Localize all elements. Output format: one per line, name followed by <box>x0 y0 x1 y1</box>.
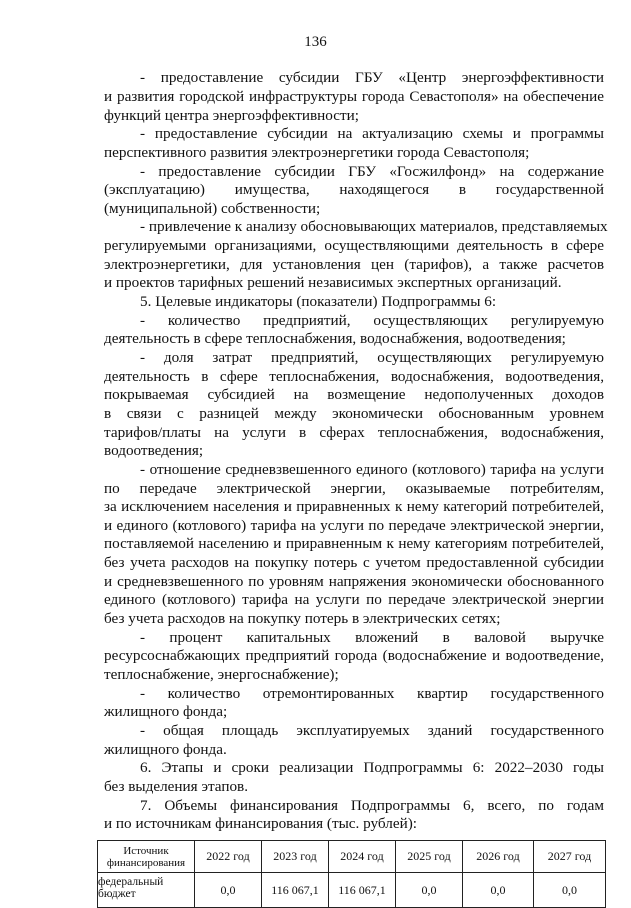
text-line: - привлечение к анализу обосновывающих материалов, представляемых <box>140 218 608 235</box>
text-line: тарифов/платы на услуги в сферах теплоснабжения, водоснабжения, <box>104 424 604 441</box>
column-header-2024: 2024 год <box>329 841 396 873</box>
text-line: функций центра энергоэффективности; <box>104 107 360 124</box>
text-line: деятельность в сфере теплоснабжения, водоснабжения, водоотведения, <box>104 368 604 385</box>
text-line: - количество отремонтированных квартир государственного <box>140 685 604 702</box>
text-line: и единого (котлового) тарифа на услуги по передаче электрической энергии, <box>104 517 604 534</box>
column-header-2027: 2027 год <box>534 841 606 873</box>
text-line: регулируемыми организациями, осуществляющими деятельность в сфере <box>104 237 604 254</box>
text-line: в связи с разницей между экономически обоснованным уровнем <box>104 405 604 422</box>
text-line: теплоснабжение, энергоснабжение); <box>104 666 339 683</box>
table-cell: 116 067,1 <box>329 873 396 908</box>
column-header-2022: 2022 год <box>195 841 262 873</box>
text-line: единого (котлового) тарифа на услуги по передаче электрической энергии <box>104 591 604 608</box>
text-line: и проектов тарифных решений независимых экспертных организаций. <box>104 274 562 291</box>
text-line: жилищного фонда; <box>104 703 228 720</box>
column-header-2023: 2023 год <box>262 841 329 873</box>
text-line: ресурсоснабжающих предприятий города (водоснабжение и водоотведение, <box>104 647 604 664</box>
text-line: - общая площадь эксплуатируемых зданий государственного <box>140 722 604 739</box>
text-line: (эксплуатацию) имущества, находящегося в государственной <box>104 181 604 198</box>
financing-table <box>97 840 606 908</box>
text-line: - доля затрат предприятий, осуществляющих регулируемую <box>140 349 604 366</box>
text-line: - предоставление субсидии на актуализацию схемы и программы <box>140 125 604 142</box>
column-header-2025: 2025 год <box>396 841 463 873</box>
text-line: поставляемой населению и приравненным к нему категориям потребителей, <box>104 535 604 552</box>
text-line: без выделения этапов. <box>104 778 249 795</box>
text-line: деятельность в сфере теплоснабжения, водоснабжения, водоотведения; <box>104 330 566 347</box>
text-line: 5. Целевые индикаторы (показатели) Подпрограммы 6: <box>140 293 497 310</box>
text-line: - предоставление субсидии ГБУ «Центр энергоэффективности <box>140 69 604 86</box>
table-cell: 0,0 <box>463 873 534 908</box>
text-line: и по источникам финансирования (тыс. рублей): <box>104 815 418 832</box>
text-line: перспективного развития электроэнергетики города Севастополя; <box>104 144 530 161</box>
text-line: за исключением населения и приравненных к нему категорий потребителей, <box>104 498 604 515</box>
table-row <box>98 873 606 908</box>
table-cell: 116 067,1 <box>262 873 329 908</box>
text-line: водоотведения; <box>104 442 204 459</box>
text-line: и средневзвешенного по уровням напряжения экономически обоснованного <box>104 573 604 590</box>
text-line: без учета расходов на покупку потерь в электрических сетях; <box>104 610 501 627</box>
table-cell: 0,0 <box>396 873 463 908</box>
text-line: и развития городской инфраструктуры города Севастополя» на обеспечение <box>104 88 604 105</box>
text-line: покрываемая субсидией на возмещение недополученных доходов <box>104 386 604 403</box>
table-cell: 0,0 <box>195 873 262 908</box>
row-label: федеральный бюджет <box>98 873 195 908</box>
text-line: без учета расходов на покупку потерь с учетом предоставленной субсидии <box>104 554 604 571</box>
table-cell: 0,0 <box>534 873 606 908</box>
text-line: жилищного фонда. <box>104 741 227 758</box>
text-line: 7. Объемы финансирования Подпрограммы 6, всего, по годам <box>140 797 604 814</box>
table-header-row <box>98 841 606 873</box>
text-line: - предоставление субсидии ГБУ «Госжилфонд» на содержание <box>140 163 604 180</box>
column-header-source: Источник финансирования <box>98 841 195 873</box>
page-number: 136 <box>304 34 327 50</box>
column-header-2026: 2026 год <box>463 841 534 873</box>
text-line: - количество предприятий, осуществляющих регулируемую <box>140 312 604 329</box>
text-line: (муниципальной) собственности; <box>104 200 321 217</box>
text-line: - отношение средневзвешенного единого (котлового) тарифа на услуги <box>140 461 604 478</box>
text-line: 6. Этапы и сроки реализации Подпрограммы 6: 2022–2030 годы <box>140 759 604 776</box>
text-line: электроэнергетики, для установления цен (тарифов), а также расчетов <box>104 256 604 273</box>
text-line: по передаче электрической энергии, оказываемые потребителям, <box>104 480 604 497</box>
text-line: - процент капитальных вложений в валовой выручке <box>140 629 604 646</box>
